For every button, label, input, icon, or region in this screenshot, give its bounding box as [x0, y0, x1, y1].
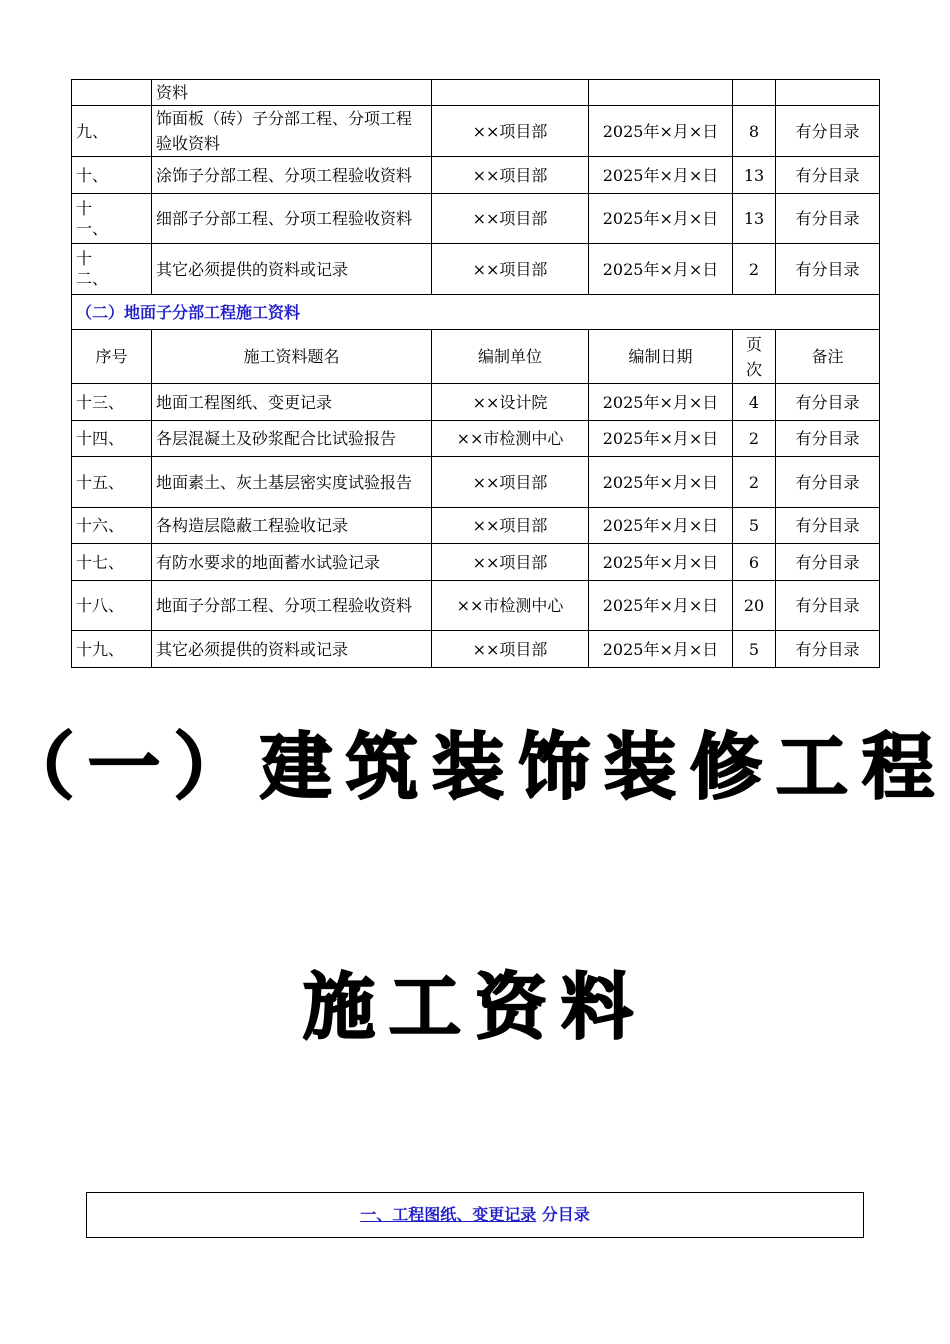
sub-directory-box	[86, 1192, 864, 1238]
row-unit: ××项目部	[432, 457, 589, 508]
table-row	[72, 80, 880, 106]
table-header-row	[72, 330, 880, 384]
row-date: 2025年×月×日	[589, 457, 733, 508]
row-pages: 2	[733, 421, 776, 457]
row-number: 十一、	[72, 194, 152, 244]
document-heading-line2: 施工资料	[302, 965, 647, 1049]
row-number: 十三、	[72, 384, 152, 421]
table-row	[72, 157, 880, 194]
row-title: 饰面板（砖）子分部工程、分项工程验收资料	[152, 106, 432, 157]
row-date: 2025年×月×日	[589, 581, 733, 631]
row-title: 地面工程图纸、变更记录	[152, 384, 432, 421]
row-pages: 2	[733, 244, 776, 295]
row-number: 十、	[72, 157, 152, 194]
row-title: 有防水要求的地面蓄水试验记录	[152, 544, 432, 581]
row-pages: 5	[733, 508, 776, 544]
header-date: 编制日期	[589, 330, 733, 384]
row-unit: ××项目部	[432, 194, 589, 244]
row-number	[72, 80, 152, 106]
row-title: 各层混凝土及砂浆配合比试验报告	[152, 421, 432, 457]
row-number: 十五、	[72, 457, 152, 508]
row-date: 2025年×月×日	[589, 194, 733, 244]
row-unit: ××市检测中心	[432, 421, 589, 457]
row-number: 十八、	[72, 581, 152, 631]
table-row	[72, 421, 880, 457]
row-unit: ××项目部	[432, 508, 589, 544]
row-number: 十四、	[72, 421, 152, 457]
row-pages: 4	[733, 384, 776, 421]
section-title-row	[72, 295, 880, 330]
row-pages: 5	[733, 631, 776, 668]
row-unit: ××项目部	[432, 631, 589, 668]
sub-directory-suffix: 分目录	[536, 1205, 590, 1224]
row-title: 其它必须提供的资料或记录	[152, 244, 432, 295]
row-note	[776, 80, 880, 106]
row-unit: ××项目部	[432, 544, 589, 581]
row-unit: ××项目部	[432, 244, 589, 295]
row-unit	[432, 80, 589, 106]
table-row	[72, 194, 880, 244]
table-row	[72, 384, 880, 421]
row-number: 九、	[72, 106, 152, 157]
row-date: 2025年×月×日	[589, 384, 733, 421]
table-row	[72, 106, 880, 157]
row-number: 十六、	[72, 508, 152, 544]
row-number: 十九、	[72, 631, 152, 668]
document-heading-line1: （一）建筑装饰装修工程	[1, 725, 948, 809]
section-title: （二）地面子分部工程施工资料	[72, 295, 880, 330]
row-pages: 13	[733, 157, 776, 194]
row-unit: ××项目部	[432, 157, 589, 194]
row-note: 有分目录	[776, 508, 880, 544]
row-unit: ××项目部	[432, 106, 589, 157]
row-unit: ××市检测中心	[432, 581, 589, 631]
row-date: 2025年×月×日	[589, 631, 733, 668]
row-note: 有分目录	[776, 194, 880, 244]
row-unit: ××设计院	[432, 384, 589, 421]
table-row	[72, 581, 880, 631]
row-date: 2025年×月×日	[589, 157, 733, 194]
header-pages: 页次	[733, 330, 776, 384]
row-number: 十七、	[72, 544, 152, 581]
header-number: 序号	[72, 330, 152, 384]
row-note: 有分目录	[776, 544, 880, 581]
row-note: 有分目录	[776, 421, 880, 457]
row-note: 有分目录	[776, 106, 880, 157]
row-title: 各构造层隐蔽工程验收记录	[152, 508, 432, 544]
row-note: 有分目录	[776, 631, 880, 668]
table-row	[72, 244, 880, 295]
row-pages: 2	[733, 457, 776, 508]
table-row	[72, 508, 880, 544]
header-note: 备注	[776, 330, 880, 384]
row-date: 2025年×月×日	[589, 106, 733, 157]
row-date	[589, 80, 733, 106]
row-pages: 6	[733, 544, 776, 581]
row-pages: 8	[733, 106, 776, 157]
table-row	[72, 457, 880, 508]
row-note: 有分目录	[776, 244, 880, 295]
row-date: 2025年×月×日	[589, 544, 733, 581]
table-row	[72, 544, 880, 581]
row-title: 涂饰子分部工程、分项工程验收资料	[152, 157, 432, 194]
row-date: 2025年×月×日	[589, 244, 733, 295]
row-number: 十二、	[72, 244, 152, 295]
row-title: 其它必须提供的资料或记录	[152, 631, 432, 668]
row-title: 地面子分部工程、分项工程验收资料	[152, 581, 432, 631]
row-pages: 20	[733, 581, 776, 631]
document-table	[71, 79, 880, 668]
row-date: 2025年×月×日	[589, 508, 733, 544]
header-title: 施工资料题名	[152, 330, 432, 384]
table-row	[72, 631, 880, 668]
row-note: 有分目录	[776, 157, 880, 194]
row-note: 有分目录	[776, 581, 880, 631]
row-pages: 13	[733, 194, 776, 244]
row-title: 资料	[152, 80, 432, 106]
row-date: 2025年×月×日	[589, 421, 733, 457]
row-title: 地面素土、灰土基层密实度试验报告	[152, 457, 432, 508]
row-note: 有分目录	[776, 384, 880, 421]
row-pages	[733, 80, 776, 106]
row-note: 有分目录	[776, 457, 880, 508]
sub-directory-link[interactable]: 一、工程图纸、变更记录	[360, 1205, 537, 1224]
row-title: 细部子分部工程、分项工程验收资料	[152, 194, 432, 244]
header-unit: 编制单位	[432, 330, 589, 384]
